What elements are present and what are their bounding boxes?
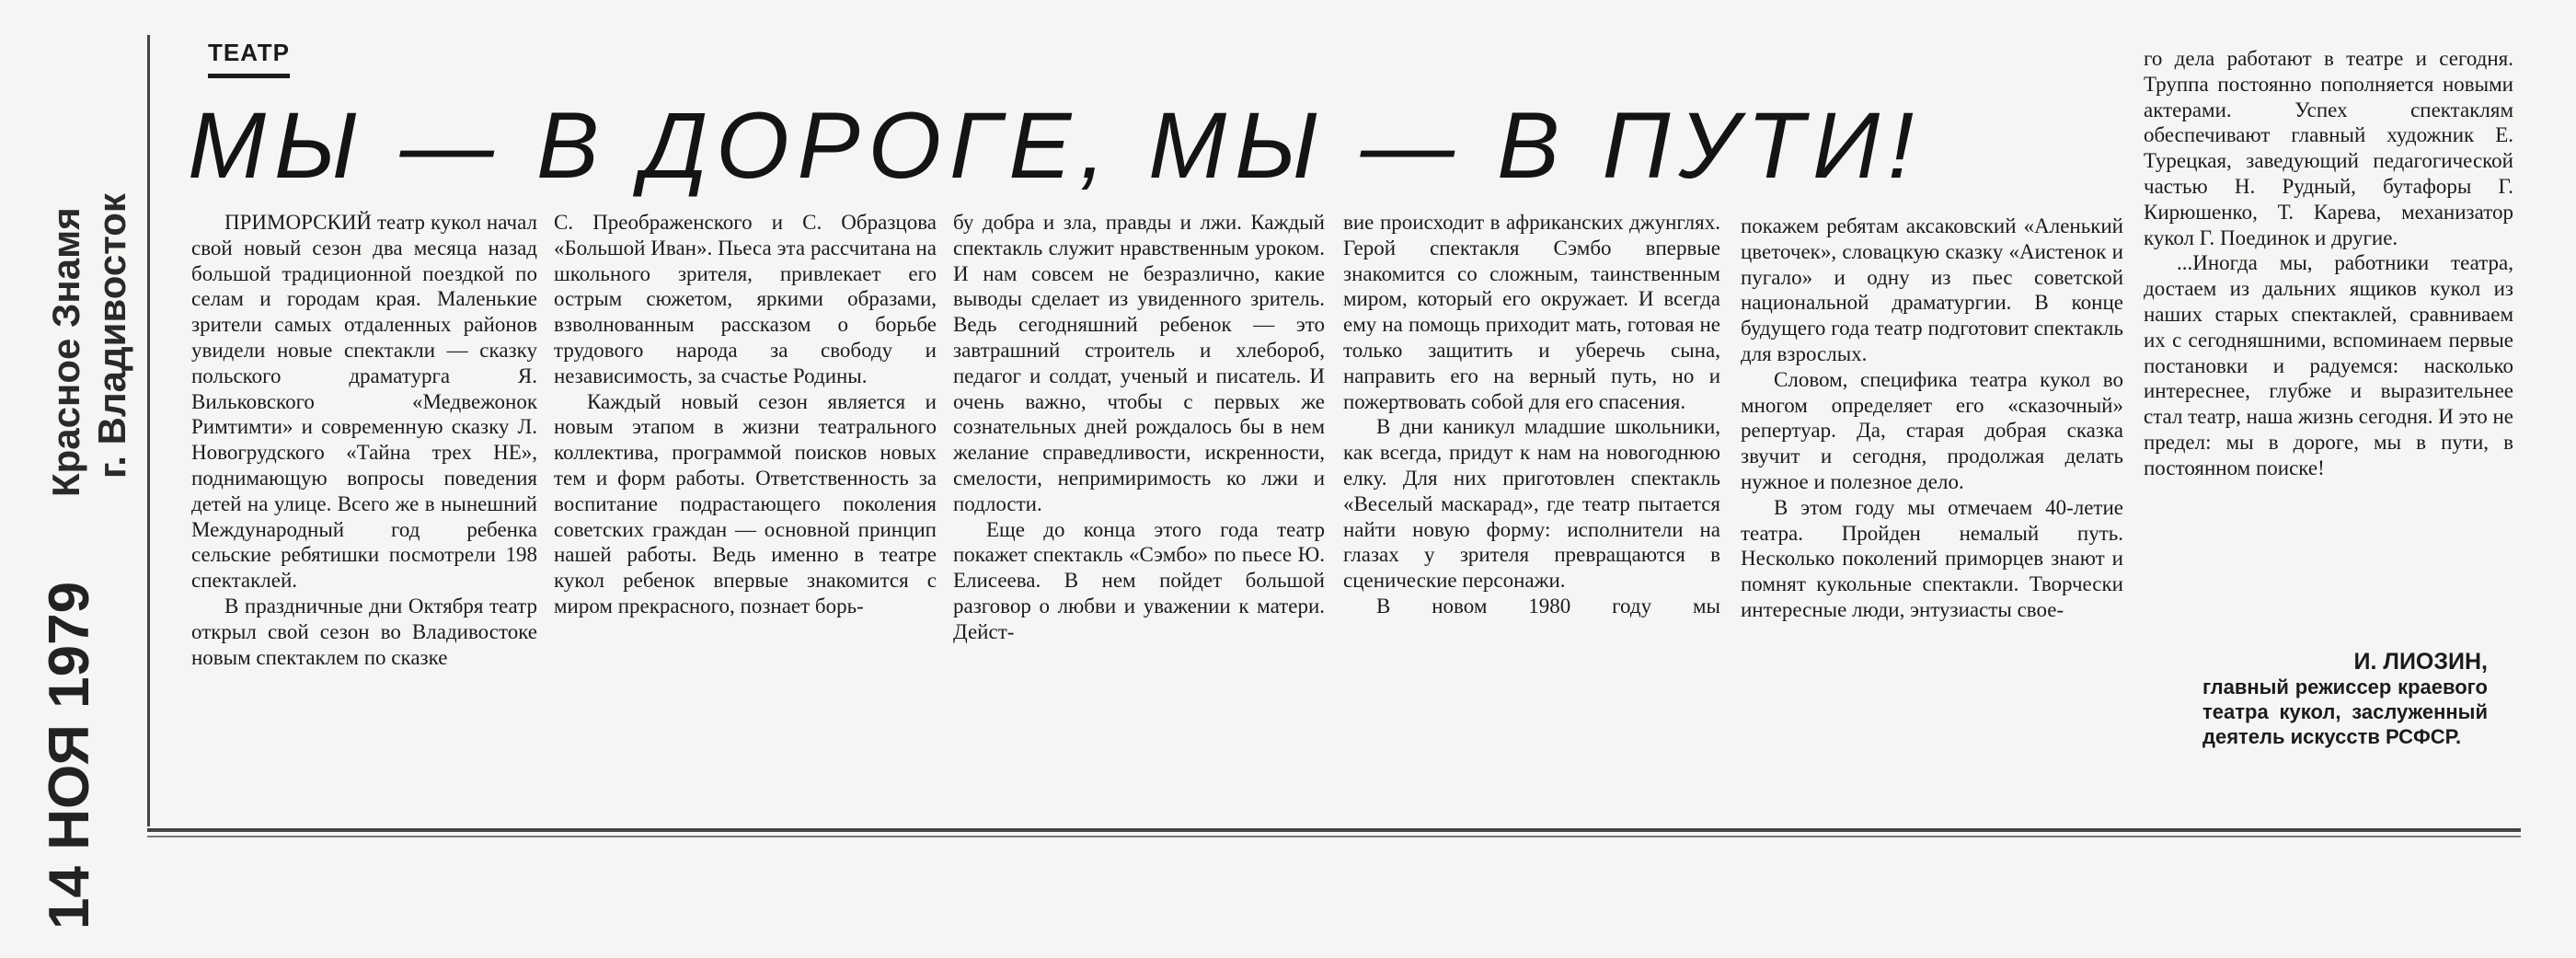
- article-headline: МЫ — В ДОРОГЕ, МЫ — В ПУТИ!: [188, 93, 1923, 198]
- article-column-1: [191, 210, 537, 670]
- article-column-3: [953, 210, 1325, 645]
- bottom-border-rule: [147, 828, 2521, 832]
- source-city: г. Владивосток: [90, 193, 133, 479]
- article-column-6: [2144, 46, 2513, 481]
- paragraph: ПРИМОРСКИЙ театр кукол начал свой новый сезон два месяца назад большой традиционной поездкой по селам и городам края. Маленькие зрители самых отдаленных районов увидели новые спектакли — сказку польского драматурга Я. Вильковского «Медвежонок Римтимти» и современную сказку Л. Новогрудского «Тайна трех НЕ», поднимающую вопросы поведения детей на улице. Всего же в нынешний Международный год ребенка сельские ребятишки посмотрели 198 спектаклей.: [191, 211, 537, 593]
- paragraph: В дни каникул младшие школьники, как всегда, придут к нам на новогоднюю елку. Для них приготовлен спектакль «Веселый маскарад», где театр пытается найти новую форму: исполнители на глазах у зрителя превращаются в сценические персонажи.: [1343, 415, 1720, 593]
- section-rubric: ТЕАТР: [208, 37, 290, 78]
- paragraph: В новом 1980 году мы: [1376, 594, 1720, 618]
- source-stamp: [17, 184, 133, 515]
- left-border-rule: [147, 35, 150, 826]
- paragraph: С. Преображенского и С. Образцова «Большой Иван». Пьеса эта рассчитана на школьного зрителя, привлекает его острым сюжетом, яркими образами, взволнованным рассказом о борьбе трудового народа за свободу и независимость, за счастье Родины.: [554, 211, 937, 387]
- source-newspaper-name: Красное Знамя: [44, 207, 87, 497]
- paragraph: ...Иногда мы, работники театра, достаем из дальних ящиков кукол из наших старых спектаклей, сравниваем их с сегодняшними, вспоминаем первые постановки и радуемся: насколько интереснее, глубже и выразительнее стал театр, наша жизнь сегодня. И это не предел: мы в дороге, мы в пути, в постоянном поиске!: [2144, 251, 2513, 479]
- paragraph: бу добра и зла, правды и лжи. Каждый спектакль служит нравственным уроком. И нам совсем не безразлично, какие выводы сделает из увиденного зритель. Ведь сегодняшний ребенок — это завтрашний строитель и хлебороб, педагог и солдат, ученый и писатель. И очень важно, чтобы с первых же сознательных дней рождалось бы в нем желание справедливости, искренности, смелости, непримиримость ко лжи и подлости.: [953, 211, 1325, 515]
- paragraph: В этом году мы отмечаем 40-летие театра. Пройден немалый путь. Несколько поколений приморцев знают и помнят кукольные спектакли. Творчески интересные люди, энтузиасты свое-: [1741, 495, 2123, 621]
- bottom-border-rule-thin: [147, 836, 2521, 837]
- article-column-2: [554, 210, 937, 619]
- paragraph: покажем ребятам аксаковский «Аленький цветочек», словацкую сказку «Аистенок и пугало» и одну из пьес советской национальной драматургии. В конце будущего года театр подготовит спектакль для взрослых.: [1741, 214, 2123, 365]
- paragraph: вие происходит в африканских джунглях. Герой спектакля Сэмбо впервые знакомится со сложным, таинственным миром, который его окружает. И всегда ему на помощь приходит мать, готовая не только защитить и уберечь сына, направить его на верный путь, но и пожертвовать собой для его спасения.: [1343, 211, 1720, 413]
- article-column-4: [1343, 210, 1720, 619]
- paragraph: го дела работают в театре и сегодня. Труппа постоянно пополняется новыми актерами. Успех спектаклям обеспечивают главный художник Е. Турецкая, заведующий педагогической частью Н. Рудный, бутафоры Г. Кирюшенко, Т. Карева, механизатор кукол Г. Поединок и другие.: [2144, 47, 2513, 249]
- author-signature: [2193, 650, 2488, 749]
- clipping-date-stamp: 14 НОЯ 1979: [38, 581, 101, 929]
- paragraph: Словом, специфика театра кукол во многом определяет его «сказочный» репертуар. Да, старая добрая сказка звучит и сегодня, продолжая делать нужное и полезное дело.: [1741, 367, 2123, 493]
- article-column-5: [1741, 214, 2123, 623]
- paragraph: Каждый новый сезон является и новым этапом в жизни театрального коллектива, программой поисков новых тем и форм работы. Ответственность за воспитание подрастающего поколения советских граждан — основной принцип нашей работы. Ведь именно в театре кукол ребенок впервые знакомится с миром прекрасного, познает борь-: [554, 389, 937, 618]
- author-role: главный режиссер краевого театра кукол, заслуженный деятель искусств РСФСР.: [2202, 675, 2488, 748]
- paragraph: Еще до конца этого года театр покажет спектакль «Сэмбо» по пьесе Ю. Елисеева. В нем пойдет большой разговор о любви и уважении к матери. Дейст-: [953, 517, 1325, 643]
- author-name: И. ЛИОЗИН,: [2353, 649, 2488, 675]
- paragraph: В праздничные дни Октября театр открыл свой сезон во Владивостоке новым спектаклем по сказке: [191, 594, 537, 669]
